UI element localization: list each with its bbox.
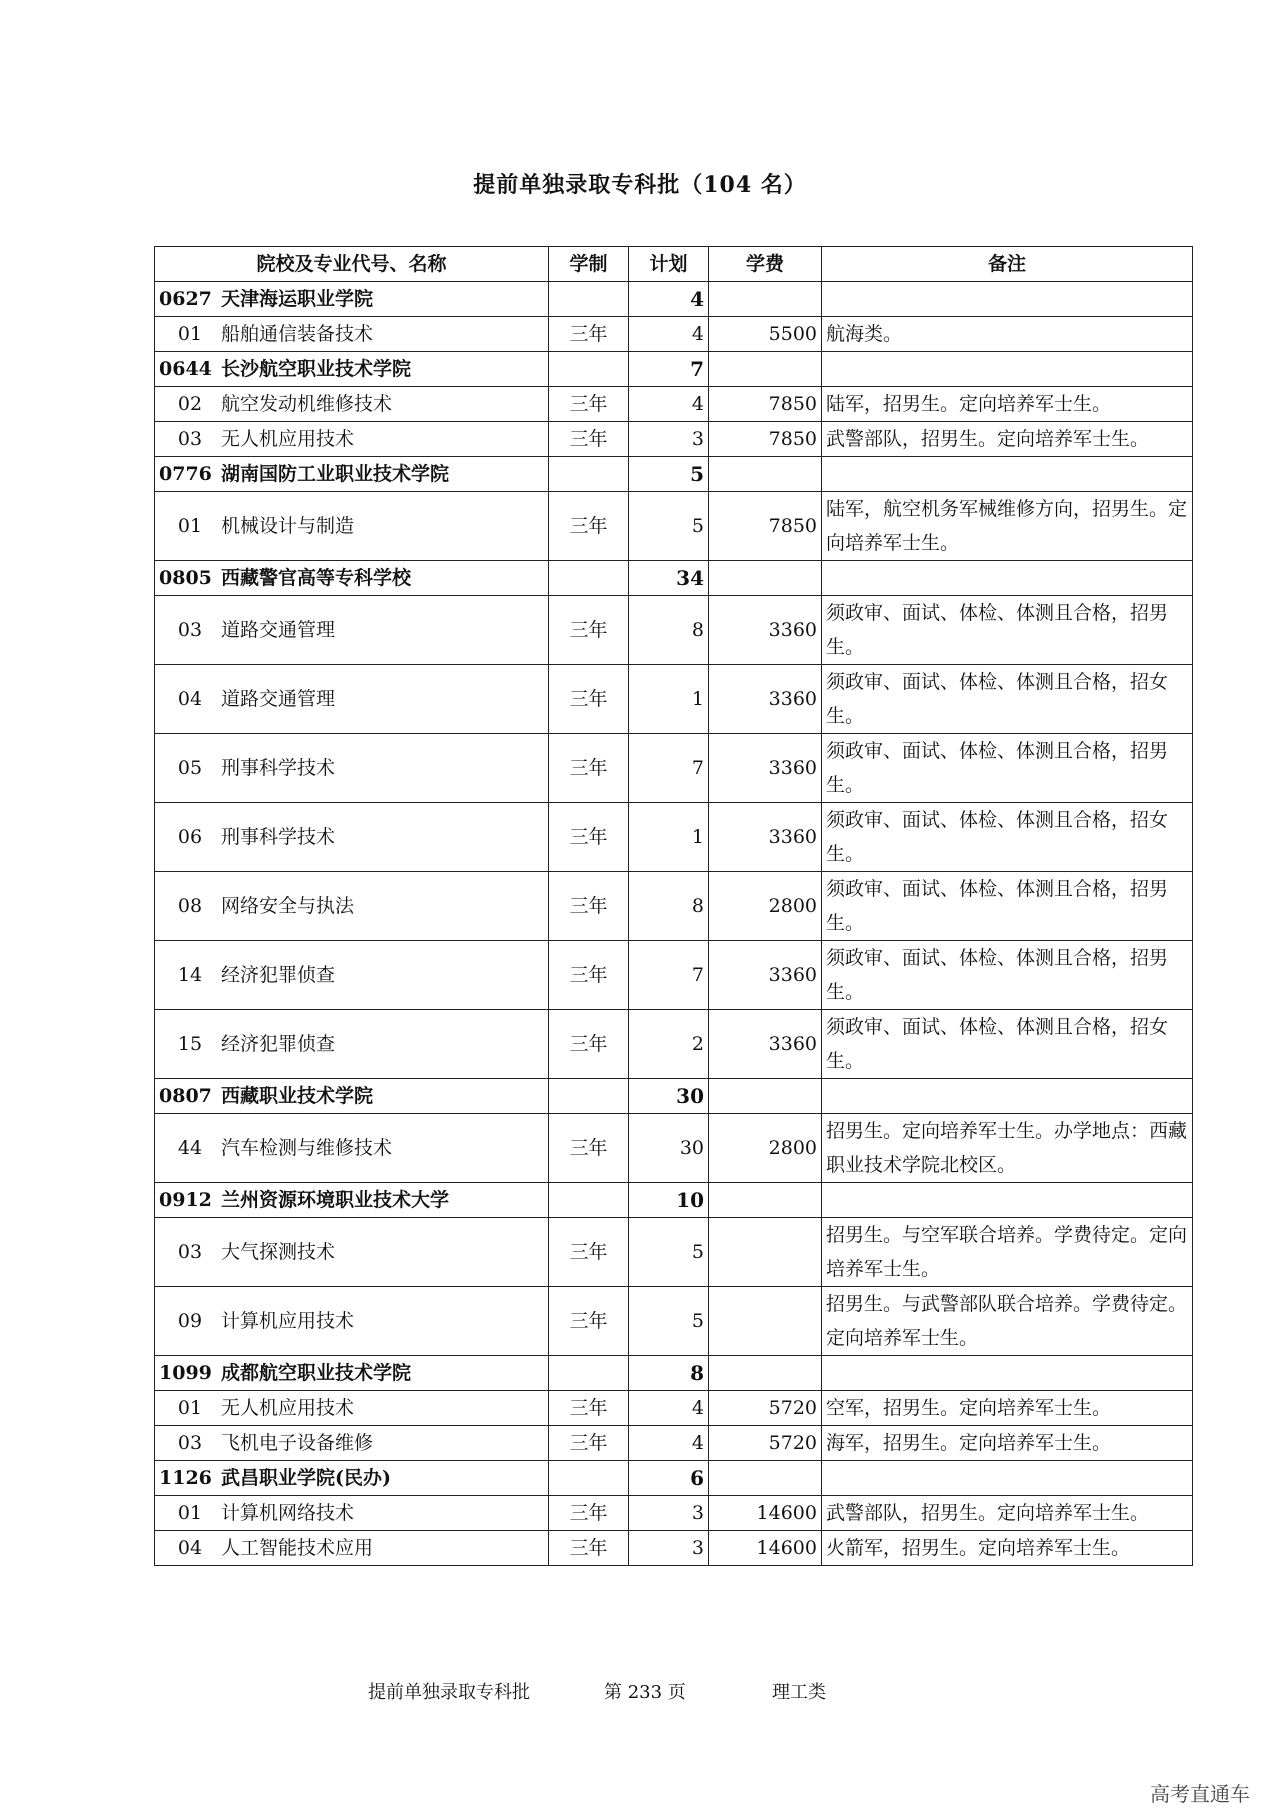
school-name: 天津海运职业学院 (221, 288, 374, 310)
major-name-cell (155, 1426, 549, 1461)
school-row (155, 1461, 1193, 1496)
major-name-cell (155, 872, 549, 941)
major-duration: 三年 (549, 734, 629, 803)
major-note: 武警部队，招男生。定向培养军士生。 (822, 422, 1193, 457)
school-duration-cell (549, 1183, 629, 1218)
school-duration-cell (549, 1079, 629, 1114)
major-tuition: 3360 (709, 665, 822, 734)
major-duration: 三年 (549, 422, 629, 457)
major-plan: 1 (629, 803, 709, 872)
school-name-cell (155, 1461, 549, 1496)
school-name-cell (155, 352, 549, 387)
school-plan: 4 (629, 282, 709, 317)
major-duration: 三年 (549, 596, 629, 665)
major-plan: 7 (629, 941, 709, 1010)
admission-plan-table (154, 246, 1193, 1566)
school-name: 西藏职业技术学院 (221, 1085, 374, 1107)
school-plan: 5 (629, 457, 709, 492)
major-note: 火箭军，招男生。定向培养军士生。 (822, 1531, 1193, 1566)
major-code: 03 (177, 619, 203, 641)
major-plan: 3 (629, 1531, 709, 1566)
major-duration: 三年 (549, 941, 629, 1010)
major-duration: 三年 (549, 1426, 629, 1461)
school-name: 湖南国防工业职业技术学院 (221, 463, 450, 485)
header-name: 院校及专业代号、名称 (155, 247, 549, 282)
school-name-cell (155, 1356, 549, 1391)
major-tuition: 2800 (709, 872, 822, 941)
major-name-cell (155, 1218, 549, 1287)
major-code: 01 (177, 1502, 203, 1524)
school-note-cell (822, 561, 1193, 596)
major-code: 01 (177, 1397, 203, 1419)
school-plan: 34 (629, 561, 709, 596)
school-name: 武昌职业学院(民办) (221, 1467, 391, 1489)
school-name-cell (155, 1079, 549, 1114)
major-code: 06 (177, 826, 203, 848)
major-note: 须政审、面试、体检、体测且合格，招男生。 (822, 872, 1193, 941)
table-header-row (155, 247, 1193, 282)
major-duration: 三年 (549, 803, 629, 872)
major-tuition (709, 1287, 822, 1356)
school-note-cell (822, 1461, 1193, 1496)
major-name-cell (155, 941, 549, 1010)
major-name: 大气探测技术 (221, 1241, 336, 1263)
major-code: 01 (177, 323, 203, 345)
header-duration: 学制 (549, 247, 629, 282)
school-row (155, 352, 1193, 387)
major-tuition: 3360 (709, 803, 822, 872)
major-plan: 1 (629, 665, 709, 734)
major-name-cell (155, 1010, 549, 1079)
major-note: 须政审、面试、体检、体测且合格，招女生。 (822, 1010, 1193, 1079)
major-name-cell (155, 596, 549, 665)
major-code: 03 (177, 1432, 203, 1454)
school-tuition-cell (709, 1079, 822, 1114)
school-code: 0627 (159, 288, 212, 310)
school-code: 0776 (159, 463, 212, 485)
major-note: 航海类。 (822, 317, 1193, 352)
major-name: 刑事科学技术 (221, 826, 336, 848)
major-name-cell (155, 665, 549, 734)
school-plan: 10 (629, 1183, 709, 1218)
school-row (155, 1183, 1193, 1218)
school-row (155, 561, 1193, 596)
major-name: 网络安全与执法 (221, 895, 355, 917)
major-tuition: 7850 (709, 387, 822, 422)
school-name-cell (155, 1183, 549, 1218)
major-row (155, 1496, 1193, 1531)
major-duration: 三年 (549, 492, 629, 561)
major-tuition: 14600 (709, 1496, 822, 1531)
major-code: 09 (177, 1310, 203, 1332)
major-plan: 5 (629, 492, 709, 561)
major-name-cell (155, 1531, 549, 1566)
major-plan: 4 (629, 317, 709, 352)
major-duration: 三年 (549, 1531, 629, 1566)
school-note-cell (822, 1356, 1193, 1391)
major-note: 须政审、面试、体检、体测且合格，招女生。 (822, 803, 1193, 872)
school-name-cell (155, 457, 549, 492)
major-name: 无人机应用技术 (221, 1397, 355, 1419)
major-tuition: 5720 (709, 1426, 822, 1461)
major-name: 计算机应用技术 (221, 1310, 355, 1332)
school-name: 长沙航空职业技术学院 (221, 358, 412, 380)
major-name: 道路交通管理 (221, 619, 336, 641)
major-duration: 三年 (549, 665, 629, 734)
major-note: 须政审、面试、体检、体测且合格，招男生。 (822, 596, 1193, 665)
school-plan: 8 (629, 1356, 709, 1391)
major-plan: 3 (629, 422, 709, 457)
major-duration: 三年 (549, 1010, 629, 1079)
major-duration: 三年 (549, 317, 629, 352)
major-name-cell (155, 1114, 549, 1183)
major-row (155, 872, 1193, 941)
major-note: 空军，招男生。定向培养军士生。 (822, 1391, 1193, 1426)
major-row (155, 665, 1193, 734)
major-name: 船舶通信装备技术 (221, 323, 374, 345)
major-tuition: 3360 (709, 941, 822, 1010)
school-tuition-cell (709, 282, 822, 317)
major-duration: 三年 (549, 1114, 629, 1183)
footer-page-number: 第 233 页 (604, 1682, 686, 1703)
school-code: 1099 (159, 1362, 212, 1384)
major-code: 04 (177, 688, 203, 710)
school-note-cell (822, 457, 1193, 492)
major-name-cell (155, 317, 549, 352)
major-name-cell (155, 492, 549, 561)
major-code: 03 (177, 428, 203, 450)
major-code: 04 (177, 1537, 203, 1559)
major-code: 14 (177, 964, 203, 986)
major-row (155, 941, 1193, 1010)
major-note: 招男生。与空军联合培养。学费待定。定向培养军士生。 (822, 1218, 1193, 1287)
school-tuition-cell (709, 1183, 822, 1218)
header-tuition: 学费 (709, 247, 822, 282)
school-code: 1126 (159, 1467, 212, 1489)
major-name: 飞机电子设备维修 (221, 1432, 374, 1454)
major-plan: 4 (629, 387, 709, 422)
school-duration-cell (549, 561, 629, 596)
major-row (155, 1010, 1193, 1079)
school-row (155, 1356, 1193, 1391)
major-row (155, 1114, 1193, 1183)
school-code: 0644 (159, 358, 212, 380)
school-code: 0805 (159, 567, 212, 589)
major-plan: 5 (629, 1218, 709, 1287)
school-duration-cell (549, 457, 629, 492)
school-duration-cell (549, 352, 629, 387)
major-code: 05 (177, 757, 203, 779)
major-name: 机械设计与制造 (221, 515, 355, 537)
major-tuition: 14600 (709, 1531, 822, 1566)
major-code: 02 (177, 393, 203, 415)
major-code: 08 (177, 895, 203, 917)
major-name: 经济犯罪侦查 (221, 964, 336, 986)
school-duration-cell (549, 282, 629, 317)
school-plan: 6 (629, 1461, 709, 1496)
table-body (155, 282, 1193, 1566)
major-tuition (709, 1218, 822, 1287)
major-tuition: 3360 (709, 1010, 822, 1079)
major-name: 汽车检测与维修技术 (221, 1137, 393, 1159)
major-name-cell (155, 734, 549, 803)
major-row (155, 596, 1193, 665)
school-code: 0807 (159, 1085, 212, 1107)
major-row (155, 803, 1193, 872)
school-name: 西藏警官高等专科学校 (221, 567, 412, 589)
major-plan: 7 (629, 734, 709, 803)
school-duration-cell (549, 1461, 629, 1496)
major-name: 道路交通管理 (221, 688, 336, 710)
major-plan: 3 (629, 1496, 709, 1531)
major-plan: 5 (629, 1287, 709, 1356)
major-tuition: 5720 (709, 1391, 822, 1426)
page-title: 提前单独录取专科批（104 名） (473, 172, 807, 198)
school-row (155, 1079, 1193, 1114)
major-name-cell (155, 1496, 549, 1531)
major-duration: 三年 (549, 1218, 629, 1287)
major-row (155, 1218, 1193, 1287)
major-code: 44 (177, 1137, 203, 1159)
school-name-cell (155, 282, 549, 317)
major-code: 03 (177, 1241, 203, 1263)
school-plan: 7 (629, 352, 709, 387)
school-note-cell (822, 1079, 1193, 1114)
major-plan: 8 (629, 596, 709, 665)
major-code: 01 (177, 515, 203, 537)
major-duration: 三年 (549, 872, 629, 941)
major-note: 须政审、面试、体检、体测且合格，招女生。 (822, 665, 1193, 734)
school-tuition-cell (709, 352, 822, 387)
major-duration: 三年 (549, 1496, 629, 1531)
major-note: 武警部队，招男生。定向培养军士生。 (822, 1496, 1193, 1531)
major-row (155, 1391, 1193, 1426)
major-tuition: 2800 (709, 1114, 822, 1183)
school-name: 成都航空职业技术学院 (221, 1362, 412, 1384)
major-row (155, 734, 1193, 803)
major-name-cell (155, 803, 549, 872)
major-note: 海军，招男生。定向培养军士生。 (822, 1426, 1193, 1461)
major-tuition: 5500 (709, 317, 822, 352)
major-note: 须政审、面试、体检、体测且合格，招男生。 (822, 734, 1193, 803)
footer-category: 理工类 (772, 1682, 826, 1703)
major-tuition: 3360 (709, 734, 822, 803)
major-name: 刑事科学技术 (221, 757, 336, 779)
major-duration: 三年 (549, 1391, 629, 1426)
school-name: 兰州资源环境职业技术大学 (221, 1189, 450, 1211)
school-tuition-cell (709, 457, 822, 492)
major-name-cell (155, 422, 549, 457)
school-note-cell (822, 1183, 1193, 1218)
major-note: 须政审、面试、体检、体测且合格，招男生。 (822, 941, 1193, 1010)
major-plan: 8 (629, 872, 709, 941)
school-tuition-cell (709, 1356, 822, 1391)
header-plan: 计划 (629, 247, 709, 282)
major-tuition: 7850 (709, 422, 822, 457)
school-note-cell (822, 282, 1193, 317)
major-note: 陆军，航空机务军械维修方向，招男生。定向培养军士生。 (822, 492, 1193, 561)
school-row (155, 457, 1193, 492)
major-row (155, 317, 1193, 352)
major-duration: 三年 (549, 1287, 629, 1356)
major-name: 经济犯罪侦查 (221, 1033, 336, 1055)
major-note: 招男生。定向培养军士生。办学地点：西藏职业技术学院北校区。 (822, 1114, 1193, 1183)
major-name-cell (155, 1391, 549, 1426)
major-name-cell (155, 387, 549, 422)
school-plan: 30 (629, 1079, 709, 1114)
school-name-cell (155, 561, 549, 596)
major-plan: 4 (629, 1426, 709, 1461)
major-name-cell (155, 1287, 549, 1356)
school-row (155, 282, 1193, 317)
school-code: 0912 (159, 1189, 212, 1211)
footer-batch: 提前单独录取专科批 (368, 1682, 530, 1703)
major-row (155, 1426, 1193, 1461)
major-note: 招男生。与武警部队联合培养。学费待定。定向培养军士生。 (822, 1287, 1193, 1356)
school-tuition-cell (709, 1461, 822, 1496)
major-name: 航空发动机维修技术 (221, 393, 393, 415)
major-name: 人工智能技术应用 (221, 1537, 374, 1559)
major-row (155, 492, 1193, 561)
major-plan: 30 (629, 1114, 709, 1183)
watermark: 高考直通车 (1150, 1782, 1250, 1806)
major-plan: 2 (629, 1010, 709, 1079)
major-tuition: 3360 (709, 596, 822, 665)
school-duration-cell (549, 1356, 629, 1391)
school-tuition-cell (709, 561, 822, 596)
major-note: 陆军，招男生。定向培养军士生。 (822, 387, 1193, 422)
major-tuition: 7850 (709, 492, 822, 561)
major-row (155, 1531, 1193, 1566)
major-row (155, 1287, 1193, 1356)
major-duration: 三年 (549, 387, 629, 422)
header-note: 备注 (822, 247, 1193, 282)
major-name: 无人机应用技术 (221, 428, 355, 450)
major-name: 计算机网络技术 (221, 1502, 355, 1524)
major-row (155, 387, 1193, 422)
major-code: 15 (177, 1033, 203, 1055)
major-row (155, 422, 1193, 457)
major-plan: 4 (629, 1391, 709, 1426)
school-note-cell (822, 352, 1193, 387)
